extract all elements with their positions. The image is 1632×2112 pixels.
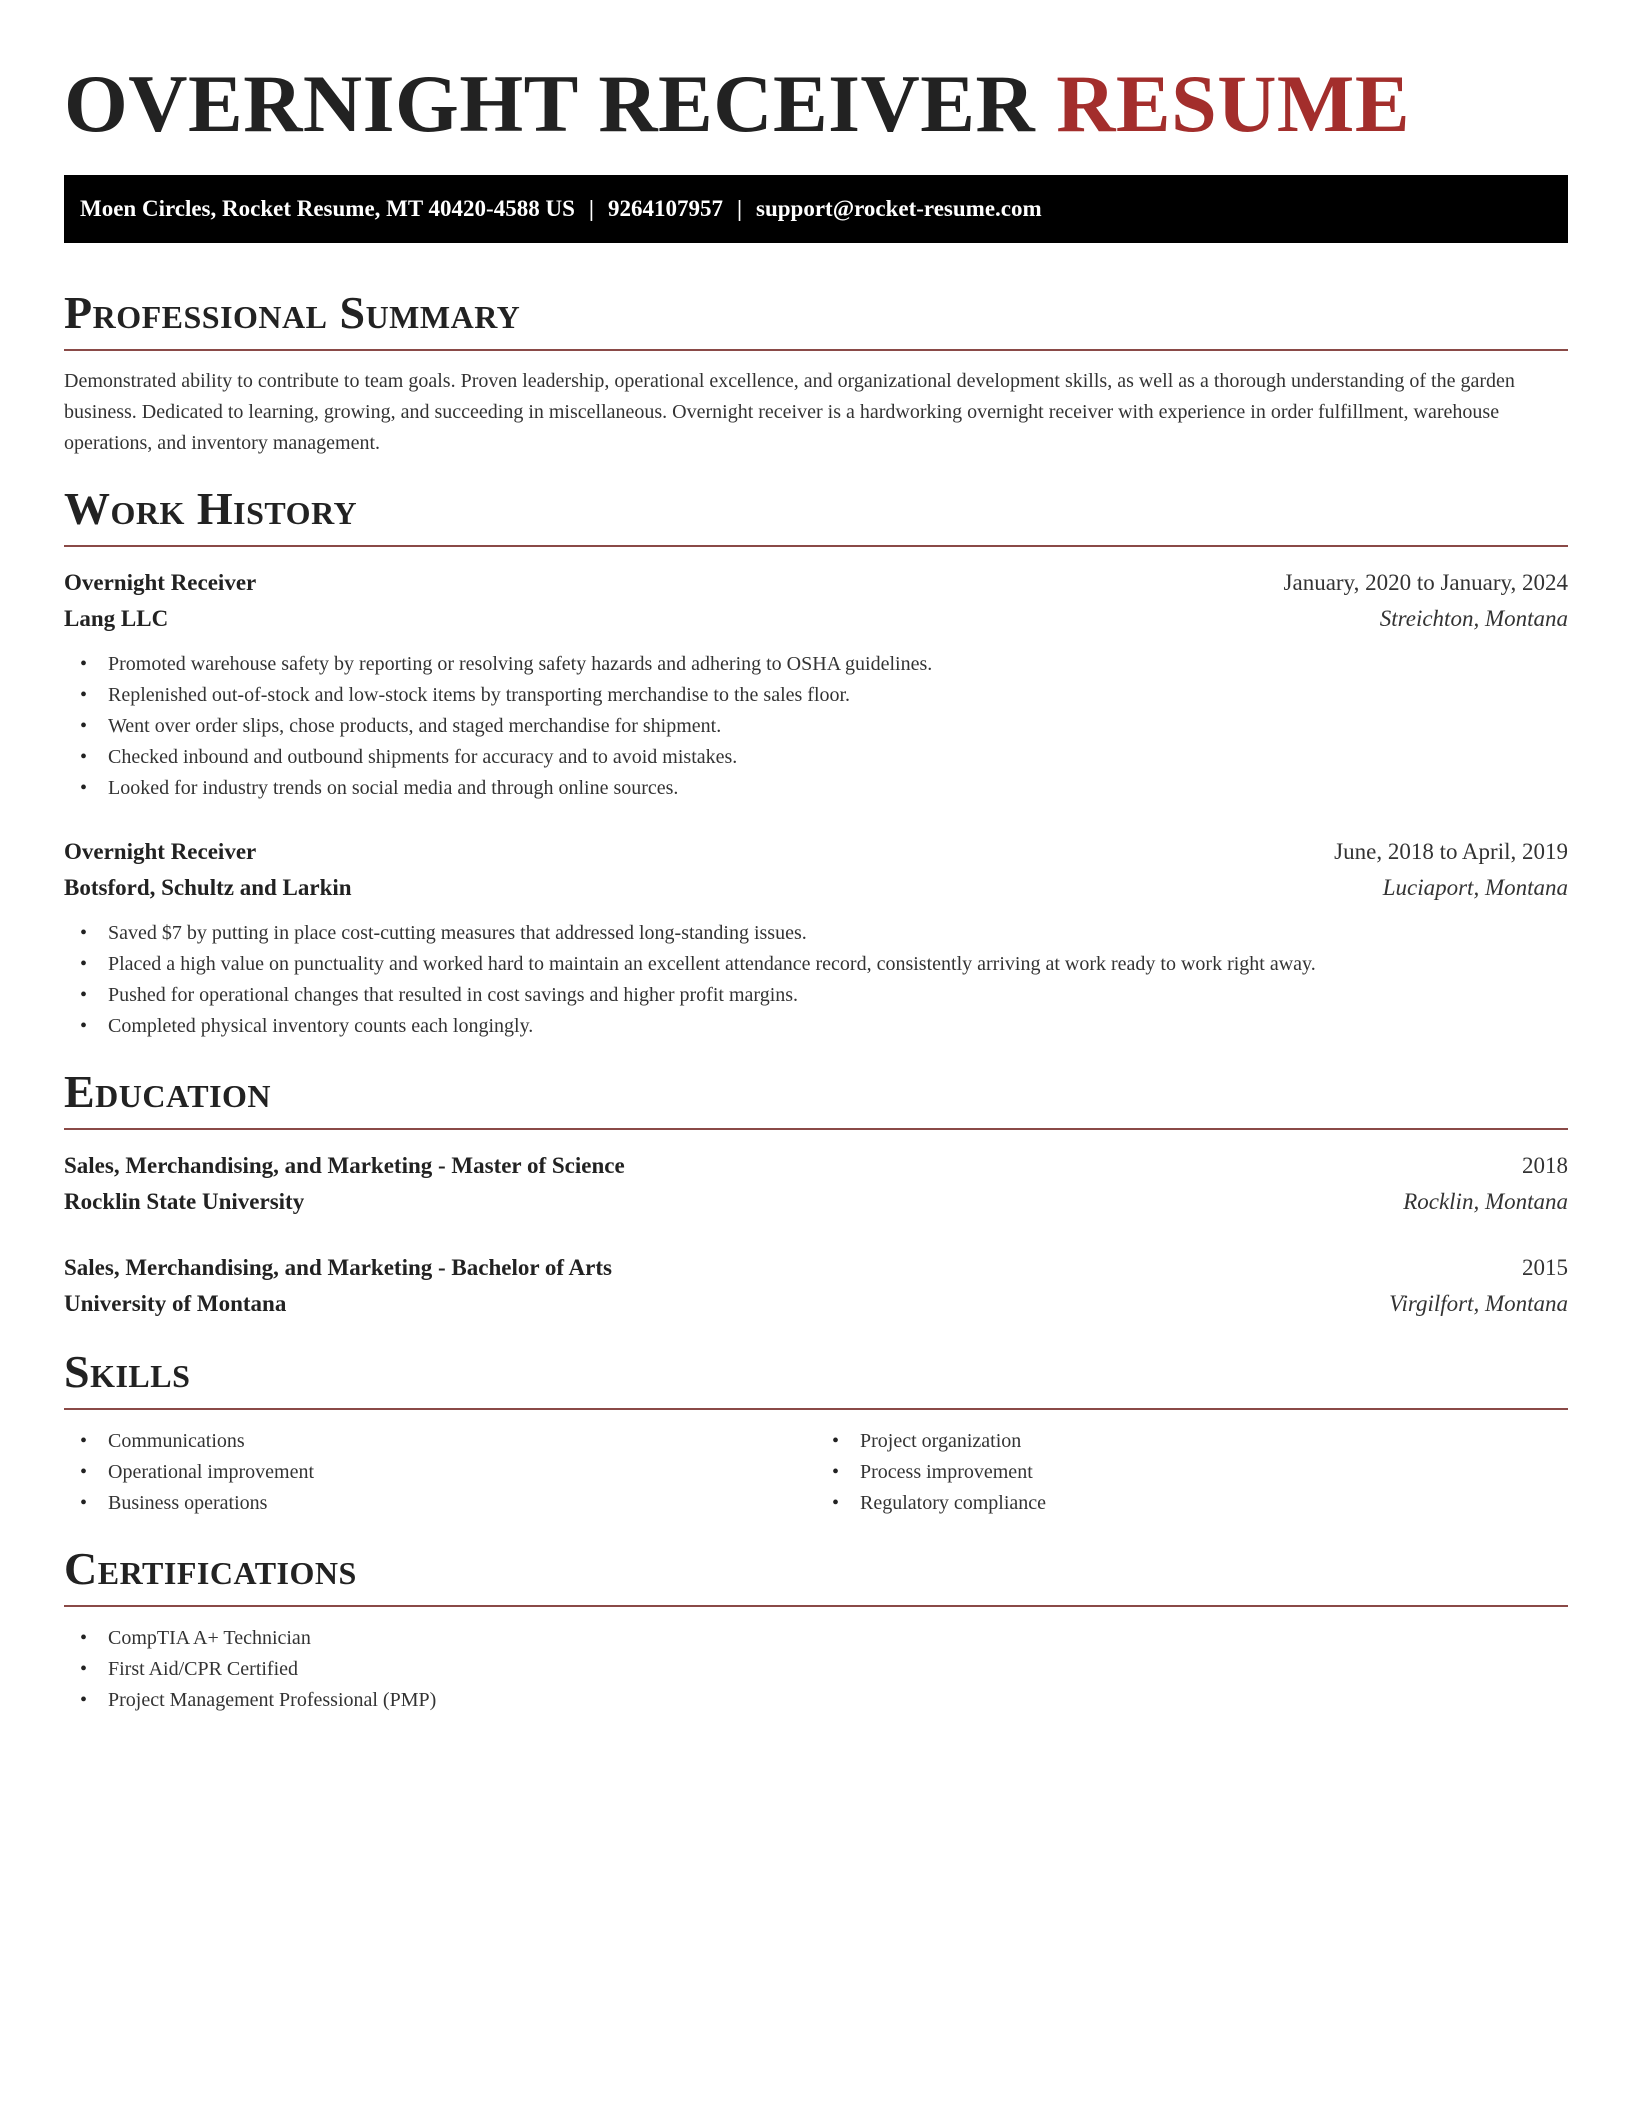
job-dates: January, 2020 to January, 2024 <box>1283 570 1568 595</box>
education-school-row <box>64 1286 1568 1322</box>
job-company-row <box>64 601 1568 637</box>
job-header-row <box>64 565 1568 601</box>
job-company: Lang LLC <box>64 606 169 631</box>
job-entry <box>64 565 1568 804</box>
contact-separator: | <box>736 196 743 221</box>
skill-item: • Project organization <box>860 1426 1568 1457</box>
section-heading-skills: Skills <box>64 1346 191 1397</box>
job-company-row <box>64 870 1568 906</box>
summary-section <box>64 287 1568 459</box>
education-year: 2018 <box>1522 1153 1568 1178</box>
job-company: Botsford, Schultz and Larkin <box>64 875 352 900</box>
certification-item: • Project Management Professional (PMP) <box>108 1685 1568 1716</box>
job-bullet: • Replenished out-of-stock and low-stock items by transporting merchandise to the sales floor. <box>108 680 1568 711</box>
skills-grid <box>64 1426 1568 1519</box>
skill-item: • Communications <box>108 1426 816 1457</box>
education-location: Virgilfort, Montana <box>1389 1291 1568 1316</box>
education-school: Rocklin State University <box>64 1189 305 1214</box>
certification-item: • CompTIA A+ Technician <box>108 1623 1568 1654</box>
job-title: Overnight Receiver <box>64 570 257 595</box>
job-location: Luciaport, Montana <box>1382 875 1568 900</box>
certifications-section <box>64 1543 1568 1716</box>
education-section <box>64 1066 1568 1322</box>
education-entry <box>64 1250 1568 1322</box>
job-title: Overnight Receiver <box>64 839 257 864</box>
education-school: University of Montana <box>64 1291 287 1316</box>
contact-email: support@rocket-resume.com <box>756 196 1042 221</box>
job-header-row <box>64 834 1568 870</box>
job-bullet: • Saved $7 by putting in place cost-cutting measures that addressed long-standing issues. <box>108 918 1568 949</box>
job-bullet: • Went over order slips, chose products, and staged merchandise for shipment. <box>108 711 1568 742</box>
section-heading-certifications: Certifications <box>64 1543 357 1594</box>
skill-item: • Process improvement <box>860 1457 1568 1488</box>
contact-bar <box>64 175 1568 243</box>
section-heading-work-history: Work History <box>64 483 358 534</box>
job-bullet-list <box>64 649 1568 804</box>
job-bullet: • Completed physical inventory counts each longingly. <box>108 1011 1568 1042</box>
job-dates: June, 2018 to April, 2019 <box>1334 839 1568 864</box>
education-degree-row <box>64 1250 1568 1286</box>
contact-address: Moen Circles, Rocket Resume, MT 40420-4588 US <box>80 196 575 221</box>
job-bullet: • Checked inbound and outbound shipments for accuracy and to avoid mistakes. <box>108 742 1568 773</box>
job-entry <box>64 834 1568 1042</box>
skills-list <box>64 1426 816 1519</box>
section-heading-summary: Professional Summary <box>64 287 521 338</box>
education-location: Rocklin, Montana <box>1403 1189 1568 1214</box>
education-school-row <box>64 1184 1568 1220</box>
section-divider <box>64 1408 1568 1410</box>
certifications-list <box>64 1623 1568 1716</box>
title-accent: RESUME <box>1056 58 1411 149</box>
job-bullet-list <box>64 918 1568 1042</box>
summary-text: Demonstrated ability to contribute to team goals. Proven leadership, operational excellence, and organizational development skills, as well as a thorough understanding of the garden business. Dedicated to learning, growing, and succeeding in miscellaneous. Overnight receiver is a hardworking overnight receiver with experience in order fulfillment, warehouse operations, and inventory management. <box>64 370 1515 454</box>
section-divider <box>64 545 1568 547</box>
contact-phone: 9264107957 <box>607 196 723 221</box>
job-bullet: • Pushed for operational changes that resulted in cost savings and higher profit margins. <box>108 980 1568 1011</box>
education-year: 2015 <box>1522 1255 1568 1280</box>
skill-item: • Business operations <box>108 1488 816 1519</box>
skills-column-left <box>64 1426 816 1519</box>
skills-list <box>816 1426 1568 1519</box>
job-bullet: • Looked for industry trends on social media and through online sources. <box>108 773 1568 804</box>
job-bullet: • Promoted warehouse safety by reporting or resolving safety hazards and adhering to OSHA guidelines. <box>108 649 1568 680</box>
certification-item: • First Aid/CPR Certified <box>108 1654 1568 1685</box>
section-divider <box>64 1128 1568 1130</box>
education-degree-row <box>64 1148 1568 1184</box>
education-entry <box>64 1148 1568 1220</box>
contact-separator: | <box>588 196 594 221</box>
job-location: Streichton, Montana <box>1379 606 1568 631</box>
job-bullet: • Placed a high value on punctuality and worked hard to maintain an excellent attendance record, consistently arriving at work ready to work right away. <box>108 949 1568 980</box>
skills-column-right <box>816 1426 1568 1519</box>
skills-section <box>64 1346 1568 1519</box>
section-divider <box>64 1605 1568 1607</box>
title-main: OVERNIGHT RECEIVER <box>64 58 1036 149</box>
work-history-section <box>64 483 1568 1042</box>
education-degree: Sales, Merchandising, and Marketing - Bachelor of Arts <box>64 1255 612 1280</box>
skill-item: • Operational improvement <box>108 1457 816 1488</box>
education-degree: Sales, Merchandising, and Marketing - Master of Science <box>64 1153 625 1178</box>
skill-item: • Regulatory compliance <box>860 1488 1568 1519</box>
section-divider <box>64 349 1568 351</box>
section-heading-education: Education <box>64 1066 272 1117</box>
resume-title <box>64 0 1568 150</box>
